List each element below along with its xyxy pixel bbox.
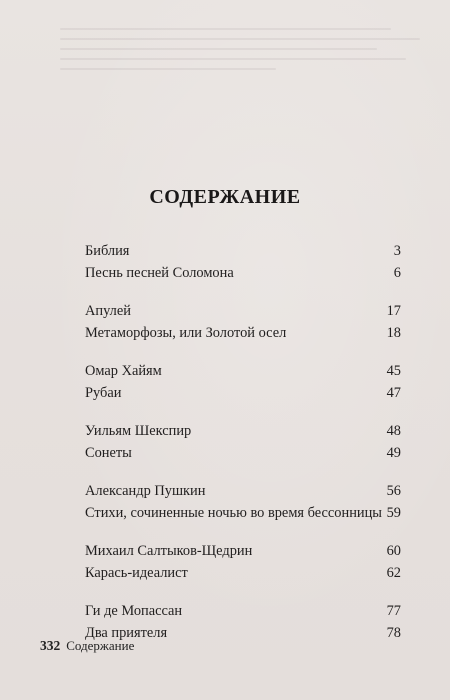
toc-entry <box>85 481 401 503</box>
toc-entry <box>85 541 401 563</box>
toc-entry-page: 62 <box>386 564 401 581</box>
page-title: СОДЕРЖАНИЕ <box>149 186 301 208</box>
toc-entry-page: 77 <box>386 603 401 619</box>
toc-group <box>85 481 401 524</box>
toc-entry-title: Метаморфозы, или Золотой осел <box>85 324 287 341</box>
toc-entry-title: Библия <box>85 243 130 259</box>
toc-group <box>85 301 401 344</box>
toc-entry-title: Карась-идеалист <box>85 564 188 581</box>
toc-entry <box>85 503 401 525</box>
toc-entry-title: Два приятеля <box>85 624 168 641</box>
toc-entry-page: 17 <box>386 303 401 319</box>
toc-entry-title: Песнь песней Соломона <box>85 264 234 281</box>
toc-entry-page: 59 <box>386 504 401 521</box>
toc-entry-page: 47 <box>386 384 401 401</box>
toc-entry <box>85 443 401 465</box>
toc-entry-title: Омар Хайям <box>85 363 162 379</box>
toc-entry-title: Ги де Мопассан <box>85 603 183 619</box>
toc-entry-page: 56 <box>386 483 401 499</box>
toc-entry <box>85 241 401 263</box>
toc-entry-page: 3 <box>393 243 401 259</box>
table-of-contents <box>85 241 401 661</box>
page-footer <box>40 638 134 654</box>
page-number: 332 <box>40 638 61 653</box>
toc-entry <box>85 323 401 345</box>
toc-group <box>85 241 401 284</box>
toc-entry-page: 45 <box>386 363 401 379</box>
toc-entry-title: Сонеты <box>85 444 132 461</box>
toc-entry <box>85 383 401 405</box>
toc-group <box>85 421 401 464</box>
toc-entry <box>85 361 401 383</box>
toc-entry-title: Стихи, сочиненные ночью во время бессонницы <box>85 504 382 521</box>
toc-entry-title: Александр Пушкин <box>85 483 206 499</box>
toc-entry <box>85 563 401 585</box>
toc-entry <box>85 421 401 443</box>
toc-entry-page: 48 <box>386 423 401 439</box>
toc-entry-page: 60 <box>386 543 401 559</box>
toc-entry <box>85 301 401 323</box>
toc-entry-title: Михаил Салтыков-Щедрин <box>85 543 253 559</box>
toc-entry-page: 78 <box>386 624 401 641</box>
toc-entry <box>85 601 401 623</box>
toc-entry-title: Уильям Шекспир <box>85 423 192 439</box>
toc-entry-title: Рубаи <box>85 384 122 401</box>
toc-group <box>85 541 401 584</box>
toc-group <box>85 361 401 404</box>
bleed-through-text <box>60 28 420 78</box>
running-title: Содержание <box>66 638 135 653</box>
toc-entry <box>85 263 401 285</box>
toc-entry-page: 18 <box>386 324 401 341</box>
toc-entry-title: Апулей <box>85 303 131 319</box>
toc-entry-page: 49 <box>386 444 401 461</box>
toc-entry-page: 6 <box>393 264 401 281</box>
